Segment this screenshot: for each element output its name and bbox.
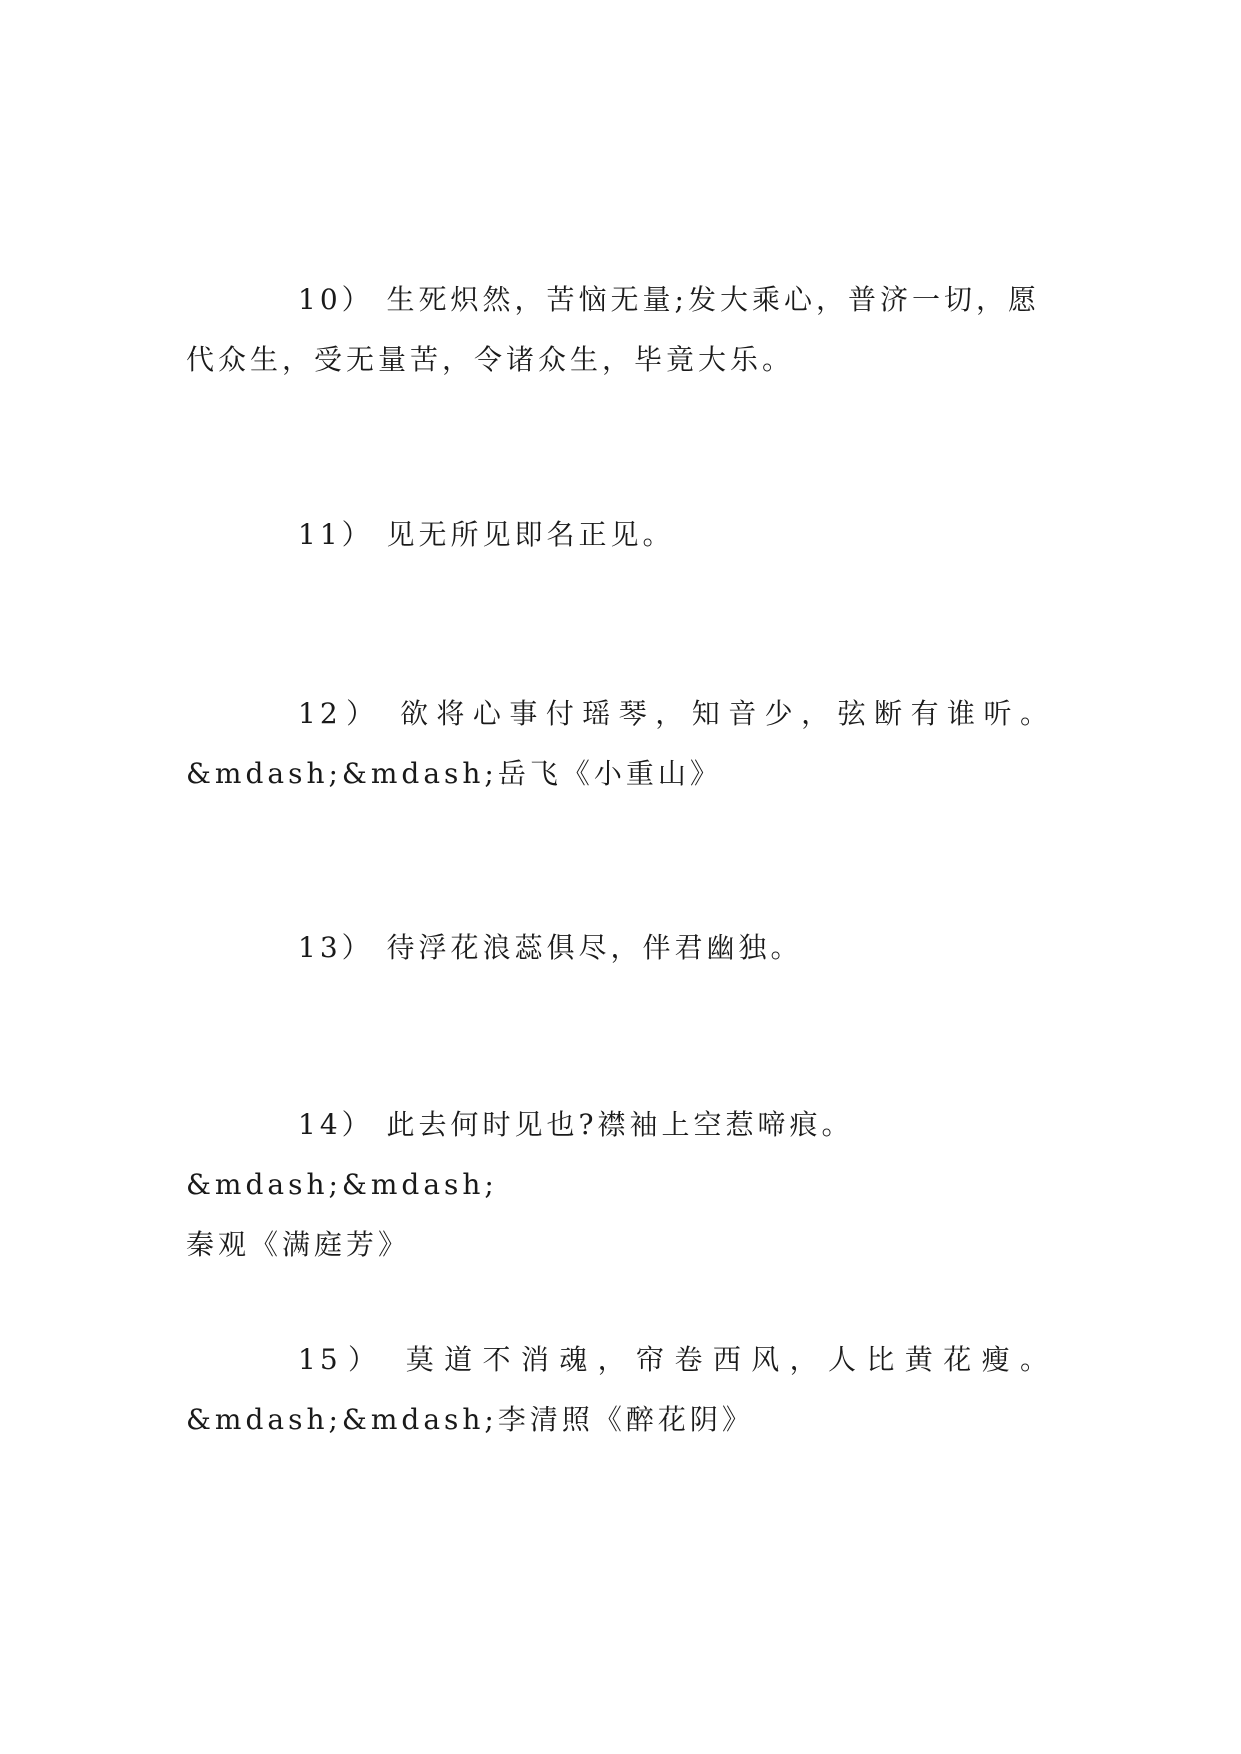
paragraph-15-line-2: &mdash;&mdash;李清照《醉花阴》 [186,1403,754,1436]
paragraph-14 [186,1095,1052,1275]
paragraph-12-line-1: 12） 欲将心事付瑶琴，知音少，弦断有谁听。 [298,697,1052,730]
paragraph-15 [186,1330,1052,1450]
paragraph-15-line-1: 15） 莫道不消魂，帘卷西风，人比黄花瘦。 [298,1343,1052,1376]
paragraph-11-line-1: 11） 见无所见即名正见。 [298,518,675,551]
paragraph-13-line-1: 13） 待浮花浪蕊俱尽，伴君幽独。 [298,931,803,964]
paragraph-14-line-2: 秦观《满庭芳》 [186,1228,411,1261]
paragraph-13 [186,918,1052,978]
paragraph-10-line-1: 10） 生死炽然，苦恼无量;发大乘心，普济一切，愿 [298,283,1040,316]
paragraph-12-line-2: &mdash;&mdash;岳飞《小重山》 [186,757,722,790]
paragraph-12 [186,684,1052,804]
paragraph-11 [186,505,1052,565]
paragraph-10 [186,270,1052,390]
paragraph-10-line-2: 代众生，受无量苦，令诸众生，毕竟大乐。 [186,343,795,376]
paragraph-14-line-1: 14） 此去何时见也?襟袖上空惹啼痕。&mdash;&mdash; [186,1108,854,1201]
